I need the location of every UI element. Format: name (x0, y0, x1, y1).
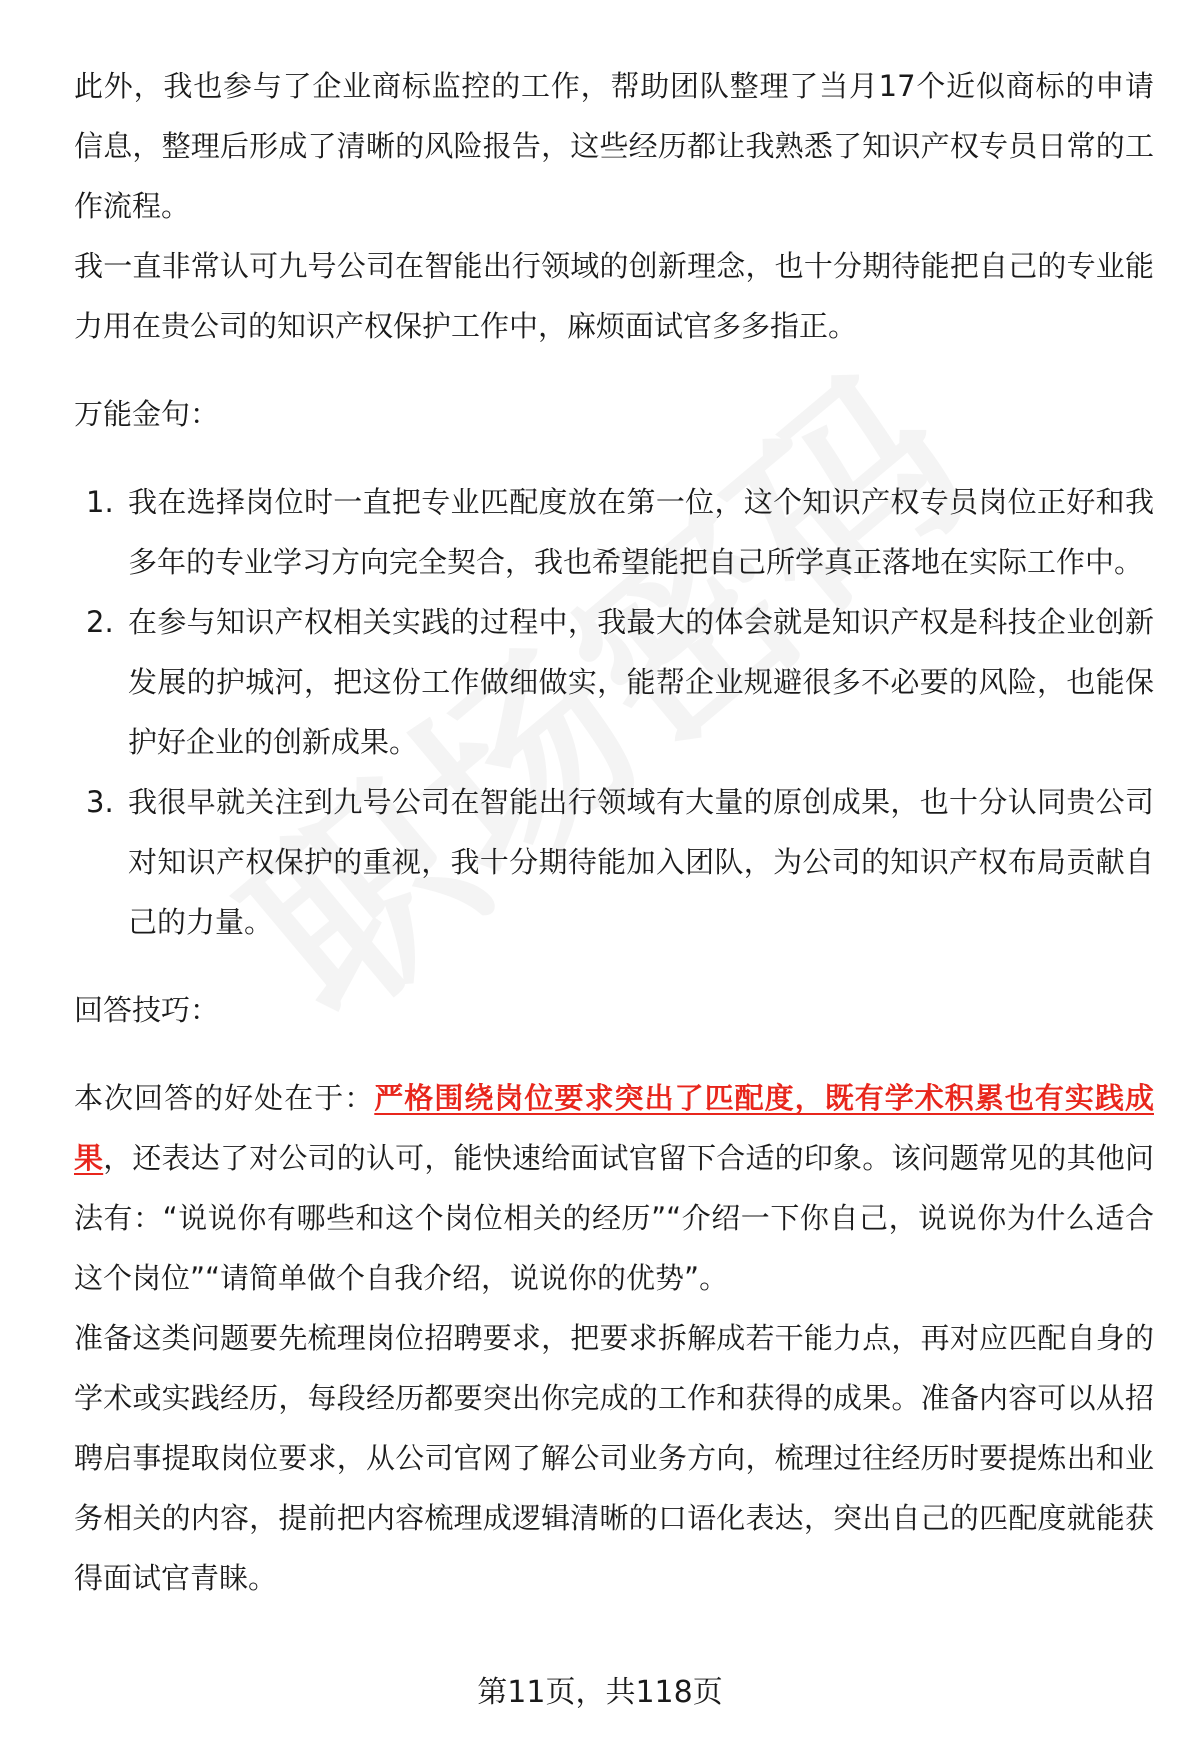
answer-tips-paragraph-2: 准备这类问题要先梳理岗位招聘要求，把要求拆解成若干能力点，再对应匹配自身的学术或实践经历，每段经历都要突出你完成的工作和获得的成果。准备内容可以从招聘启事提取岗位要求，从公司官网了解公司业务方向，梳理过往经历时要提炼出和业务相关的内容，提前把内容梳理成逻辑清晰的口语化表达，突出自己的匹配度就能获得面试官青睐。 (74, 1321, 1154, 1595)
list-item (74, 772, 1154, 952)
list-item (74, 592, 1154, 772)
golden-sentences-heading: 万能金句： (74, 397, 220, 431)
spacer (74, 952, 1154, 980)
intro-paragraph-2: 我一直非常认可九号公司在智能出行领域的创新理念，也十分期待能把自己的专业能力用在贵公司的知识产权保护工作中，麻烦面试官多多指正。 (74, 249, 1154, 343)
spacer (74, 1040, 1154, 1068)
answer-tips-prefix: 本次回答的好处在于： (74, 1081, 375, 1115)
list-item-number: 3. (86, 785, 114, 819)
golden-sentences-list (74, 472, 1154, 952)
list-item (74, 472, 1154, 592)
answer-tips-paragraph-1 (74, 1068, 1154, 1308)
intro-paragraph-1: 此外，我也参与了企业商标监控的工作，帮助团队整理了当月17个近似商标的申请信息，整理后形成了清晰的风险报告，这些经历都让我熟悉了知识产权专员日常的工作流程。 (74, 69, 1154, 223)
list-item-text: 我很早就关注到九号公司在智能出行领域有大量的原创成果，也十分认同贵公司对知识产权保护的重视，我十分期待能加入团队，为公司的知识产权布局贡献自己的力量。 (128, 785, 1154, 939)
spacer (74, 356, 1154, 384)
list-item-number: 2. (86, 605, 114, 639)
list-item-text: 我在选择岗位时一直把专业匹配度放在第一位，这个知识产权专员岗位正好和我多年的专业学习方向完全契合，我也希望能把自己所学真正落地在实际工作中。 (128, 485, 1154, 579)
answer-tips-suffix: ，还表达了对公司的认可，能快速给面试官留下合适的印象。该问题常见的其他问法有：“说说你有哪些和这个岗位相关的经历”“介绍一下你自己，说说你为什么适合这个岗位”“请简单做个自我介绍，说说你的优势”。 (74, 1141, 1154, 1295)
spacer (74, 444, 1154, 472)
answer-tips-highlight: 严格围绕岗位要求突出了匹配度，既有学术积累也有实践成果 (74, 1081, 1154, 1175)
page-number-footer: 第11页，共118页 (477, 1675, 723, 1710)
page-content (74, 56, 1154, 1608)
list-item-number: 1. (86, 485, 114, 519)
list-item-text: 在参与知识产权相关实践的过程中，我最大的体会就是知识产权是科技企业创新发展的护城河，把这份工作做细做实，能帮企业规避很多不必要的风险，也能保护好企业的创新成果。 (128, 605, 1154, 759)
answer-tips-heading: 回答技巧： (74, 993, 220, 1027)
